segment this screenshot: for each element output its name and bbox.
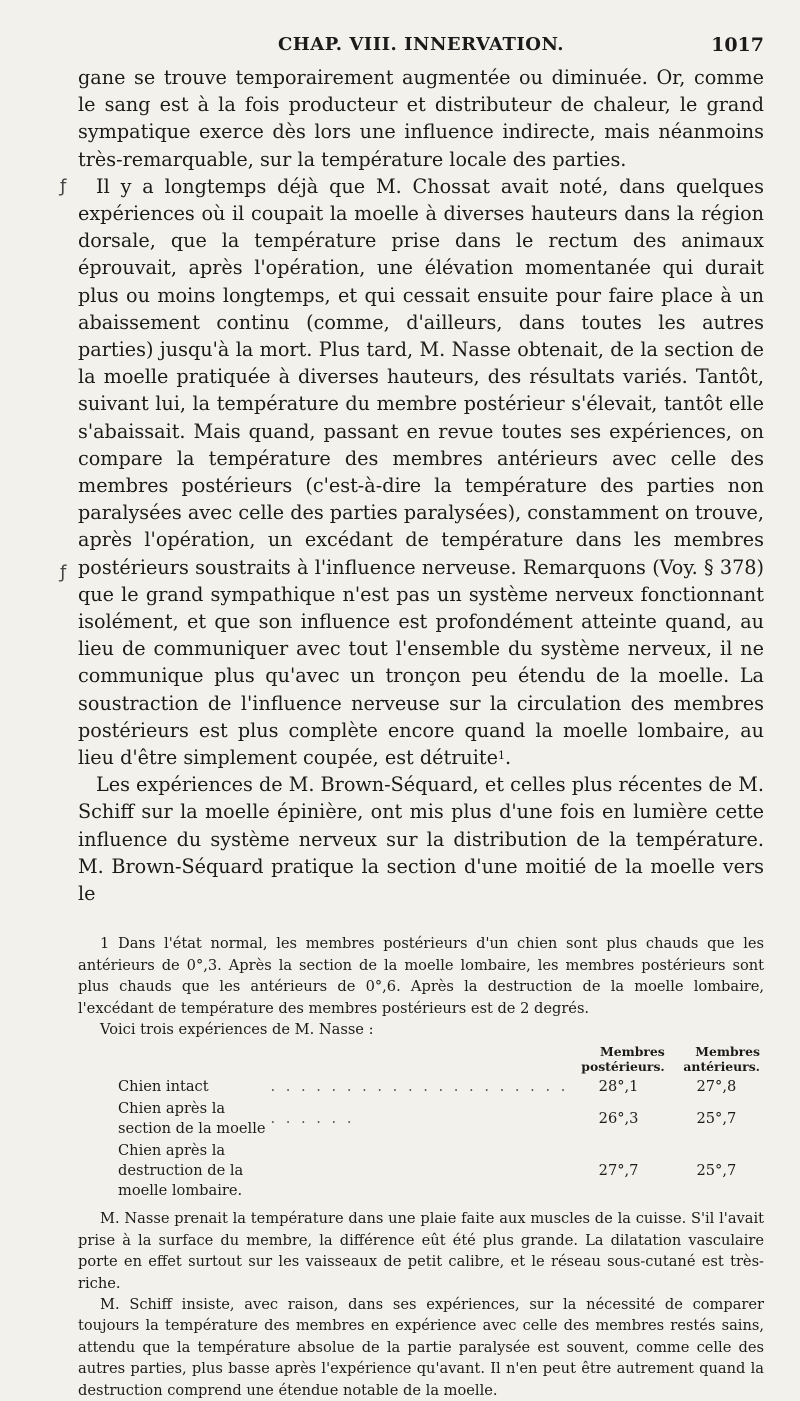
footnote-1-text: Dans l'état normal, les membres postérieurs d'un chien sont plus chauds que les antérieurs de 0°,3. Après la section de la moelle lombaire, les membres postérieurs sont plus chauds que les antérieurs de 0°,6. Après la destruction de la moelle lombaire, l'excédant de température des membres postérieurs est de 2 degrés. [78, 935, 764, 1017]
footnote-1 [78, 933, 764, 1019]
running-header [78, 30, 764, 64]
column-header-anterior: Membres antérieurs. [683, 1044, 760, 1075]
table-row [78, 1140, 764, 1202]
paragraph-1: gane se trouve temporairement augmentée ou diminuée. Or, comme le sang est à la fois producteur et distributeur de chaleur, le grand sympatique exerce dès lors une influence indirecte, mais néanmoins très-remarquable, sur la température locale des parties. [78, 66, 764, 171]
column-header-posterior: Membres postérieurs. [581, 1044, 665, 1075]
paragraph-3: Les expériences de M. Brown-Séquard, et celles plus récentes de M. Schiff sur la moelle épinière, ont mis plus d'une fois en lumière cette influence du système nerveux sur la distribution de la température. M. Brown-Séquard pratique la section d'une moitié de la moelle vers le [78, 773, 764, 906]
anterior-value: 25°,7 [696, 1162, 737, 1180]
nasse-paragraph: M. Nasse prenait la température dans une plaie faite aux muscles de la cuisse. S'il l'avait prise à la surface du membre, la différence eût été plus grande. La dilatation vasculaire porte en effet surtout sur les vaisseaux de petit calibre, et le réseau sous-cutané est très-riche. [78, 1210, 764, 1292]
margin-annotation-mark: ƒ [60, 562, 67, 583]
chapter-title: CHAP. VIII. INNERVATION. [277, 34, 565, 55]
anterior-value: 25°,7 [696, 1110, 737, 1128]
table-header-blank [78, 1044, 270, 1076]
table-row [78, 1098, 764, 1140]
footnotes [78, 933, 764, 1401]
anterior-value: 27°,8 [696, 1078, 737, 1096]
main-text [78, 64, 764, 907]
experiments-table [78, 1044, 764, 1202]
row-label: Chien après la section de la moelle [118, 1100, 266, 1138]
footnote-reference: 1 [497, 749, 505, 763]
table-row [78, 1076, 764, 1098]
page-number: 1017 [711, 34, 764, 56]
page [78, 30, 764, 1401]
posterior-value: 27°,7 [598, 1162, 639, 1180]
schiff-paragraph: M. Schiff insiste, avec raison, dans ses expériences, sur la nécessité de comparer toujours la température des membres en expérience avec celle des membres restés sains, attendu que la température absolue de la partie paralysée est souvent, comme celle des autres parties, plus basse après l'expérience qu'avant. Il n'en peut être autrement quand la destruction comprend une étendue notable de la moelle. [78, 1295, 764, 1399]
leader-dots: . . . . . . [270, 1110, 355, 1128]
row-label: Chien intact [118, 1078, 209, 1096]
footnote-1-marker: 1 [100, 935, 110, 953]
table-header-row [78, 1044, 764, 1076]
posterior-value: 26°,3 [598, 1110, 639, 1128]
paragraph-2-text: Il y a longtemps déjà que M. Chossat avait noté, dans quelques expériences où il coupait la moelle à diverses hauteurs dans la région dorsale, que la température prise dans le rectum des animaux éprouvait, après l'opération, une élévation momentanée qui durait plus ou moins longtemps, et qui cessait ensuite pour faire place à un abaissement continu (comme, d'ailleurs, dans toutes les autres parties) jusqu'à la mort. Plus tard, M. Nasse obtenait, de la section de la moelle pratiquée à diverses hauteurs, des résultats variés. Tantôt, suivant lui, la température du membre postérieur s'élevait, tantôt elle s'abaissait. Mais quand, passant en revue toutes ses expériences, on compare la température des membres antérieurs avec celle des membres postérieurs (c'est-à-dire la température des parties non paralysées avec celle des parties paralysées), constamment on trouve, après l'opération, un excédant de température dans les membres postérieurs soustraits à l'influence nerveuse. Remarquons (Voy. § 378) que le grand sympathique n'est pas un système nerveux fonctionnant isolément, et que son influence est profondément atteinte quand, au lieu de communiquer avec tout l'ensemble du système nerveux, il ne communique plus qu'avec un tronçon peu étendu de la moelle. La soustraction de l'influence nerveuse sur la circulation des membres postérieurs est plus complète encore quand la moelle lombaire, au lieu d'être simplement coupée, est détruite [78, 174, 764, 770]
table-header-blank [270, 1044, 568, 1076]
leader-dots [270, 1140, 568, 1202]
row-label: Chien après la destruction de la moelle lombaire. [118, 1142, 244, 1200]
experiments-intro: Voici trois expériences de M. Nasse : [100, 1020, 374, 1038]
paragraph-2: Il y a longtemps déjà que M. Chossat avait noté, dans quelques expériences où il coupait la moelle à diverses hauteurs dans la région dorsale, que la température prise dans le rectum des animaux éprouvait, après l'opération, une élévation momentanée qui durait plus ou moins longtemps, et qui cessait ensuite pour faire place à un abaissement continu (comme, d'ailleurs, dans toutes les autres parties) jusqu'à la mort. Plus tard, M. Nasse obtenait, de la section de la moelle pratiquée à diverses hauteurs, des résultats variés. Tantôt, suivant lui, la température du membre postérieur s'élevait, tantôt elle s'abaissait. Mais quand, passant en revue toutes ses expériences, on compare la température des membres antérieurs avec celle des membres postérieurs (c'est-à-dire la température des parties non paralysées avec celle des parties paralysées), constamment on trouve, après l'opération, un excédant de température dans les membres postérieurs soustraits à l'influence nerveuse. Remarquons (Voy. § 378) que le grand sympathique n'est pas un système nerveux fonctionnant isolément, et que son influence est profondément atteinte quand, au lieu de communiquer avec tout l'ensemble du système nerveux, il ne communique plus qu'avec un tronçon peu étendu de la moelle. La soustraction de l'influence nerveuse sur la circulation des membres postérieurs est plus complète encore quand la moelle lombaire, au lieu d'être simplement coupée, est détruite$^1$. [78, 174, 764, 770]
margin-annotation-mark: ƒ [60, 176, 67, 197]
posterior-value: 28°,1 [598, 1078, 639, 1096]
leader-dots: . . . . . . . . . . . . . . . . . . . . [270, 1078, 569, 1096]
